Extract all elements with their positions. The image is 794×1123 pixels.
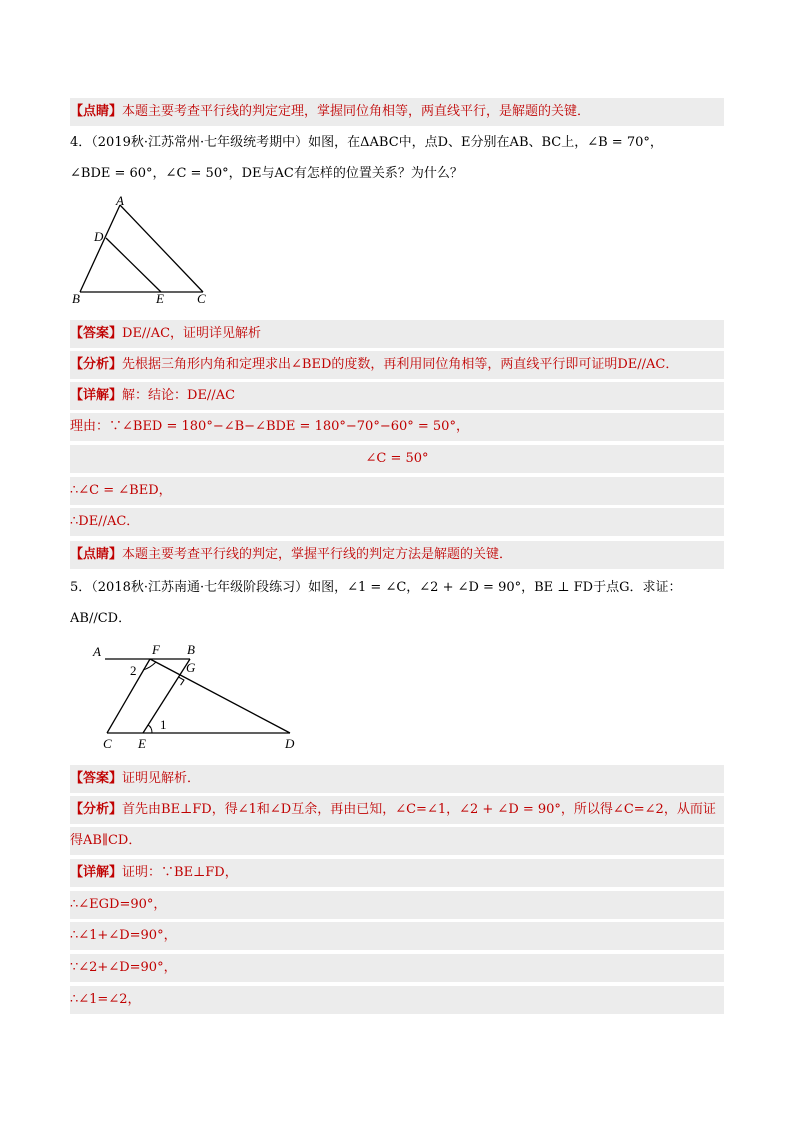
segment-AB (80, 205, 120, 292)
answer-tag: 【答案】 (70, 326, 123, 341)
q5-parallel-figure (88, 638, 303, 754)
q4-reason-line: 理由：∵∠BED = 180°−∠B−∠BDE = 180°−70°−60° = 50°， (70, 413, 724, 441)
answer-tag: 【答案】 (70, 771, 123, 786)
q4-analysis (70, 351, 724, 379)
label-E: E (138, 736, 146, 751)
segment-DE (106, 238, 161, 292)
q5-step-1: ∴∠EGD=90°， (70, 891, 724, 919)
label-G: G (186, 660, 196, 675)
q4-answer (70, 320, 724, 348)
analysis-tag: 【分析】 (70, 802, 123, 817)
label-B: B (187, 642, 195, 657)
answer-text: 证明见解析． (122, 771, 201, 786)
answer-text: DE//AC，证明详见解析 (122, 326, 262, 341)
comment-text: 本题主要考查平行线的判定定理，掌握同位角相等，两直线平行，是解题的关键． (122, 104, 591, 119)
q4-comment (70, 541, 724, 569)
label-1: 1 (160, 717, 167, 732)
q5-stem-line1: 5．（2018秋·江苏南通·七年级阶段练习）如图，∠1 = ∠C，∠2 + ∠D = 90°，BE ⊥ FD于点G．求证： (70, 580, 682, 595)
segment-FD (150, 659, 290, 733)
label-E: E (156, 291, 164, 306)
q5-stem-line2: AB//CD． (70, 611, 132, 626)
label-D: D (94, 229, 104, 244)
comment-tag: 【点睛】 (70, 104, 123, 119)
label-A: A (116, 195, 124, 208)
detail-text: 解：结论：DE//AC (122, 388, 236, 403)
q5-step-4: ∴∠1=∠2， (70, 986, 724, 1014)
q5-step-3: ∵∠2+∠D=90°， (70, 954, 724, 982)
label-2: 2 (130, 663, 137, 678)
q5-analysis-line1 (70, 796, 724, 824)
q5-analysis-line2: 得AB∥CD． (70, 827, 724, 855)
q4-triangle-figure (68, 195, 218, 307)
q4-therefore-1: ∴∠C = ∠BED， (70, 477, 724, 505)
analysis-text: 首先由BE⊥FD，得∠1和∠D互余，再由已知，∠C=∠1，∠2 + ∠D = 90°，所以得∠C=∠2，从而证 (122, 802, 716, 817)
q4-therefore-2: ∴DE//AC． (70, 508, 724, 536)
q4-detail (70, 382, 724, 410)
right-angle-mark-G (179, 677, 185, 685)
detail-text: 证明：∵BE⊥FD， (122, 865, 238, 880)
detail-tag: 【详解】 (70, 388, 123, 403)
label-B: B (72, 291, 80, 306)
analysis-text: 先根据三角形内角和定理求出∠BED的度数，再利用同位角相等，两直线平行即可证明DE//AC． (122, 357, 679, 372)
segment-AC (120, 205, 203, 292)
q3-comment (70, 98, 724, 126)
detail-tag: 【详解】 (70, 865, 123, 880)
q4-c-line: ∠C = 50° (70, 445, 724, 473)
q5-step-2: ∴∠1+∠D=90°， (70, 922, 724, 950)
q5-answer (70, 765, 724, 793)
comment-tag: 【点睛】 (70, 547, 123, 562)
label-C: C (103, 736, 112, 751)
q4-stem-line2: ∠BDE = 60°，∠C = 50°，DE与AC有怎样的位置关系？为什么？ (70, 166, 463, 181)
label-C: C (197, 291, 206, 306)
analysis-tag: 【分析】 (70, 357, 123, 372)
q5-detail (70, 859, 724, 887)
label-D: D (285, 736, 295, 751)
label-F: F (152, 642, 160, 657)
angle-arc-1 (148, 725, 152, 733)
q4-stem-line1: 4．（2019秋·江苏常州·七年级统考期中）如图，在ΔABC中，点D、E分别在AB、BC上，∠B = 70°， (70, 135, 663, 150)
label-A: A (93, 644, 101, 659)
comment-text: 本题主要考查平行线的判定，掌握平行线的判定方法是解题的关键． (122, 547, 513, 562)
segment-BE (143, 659, 190, 733)
